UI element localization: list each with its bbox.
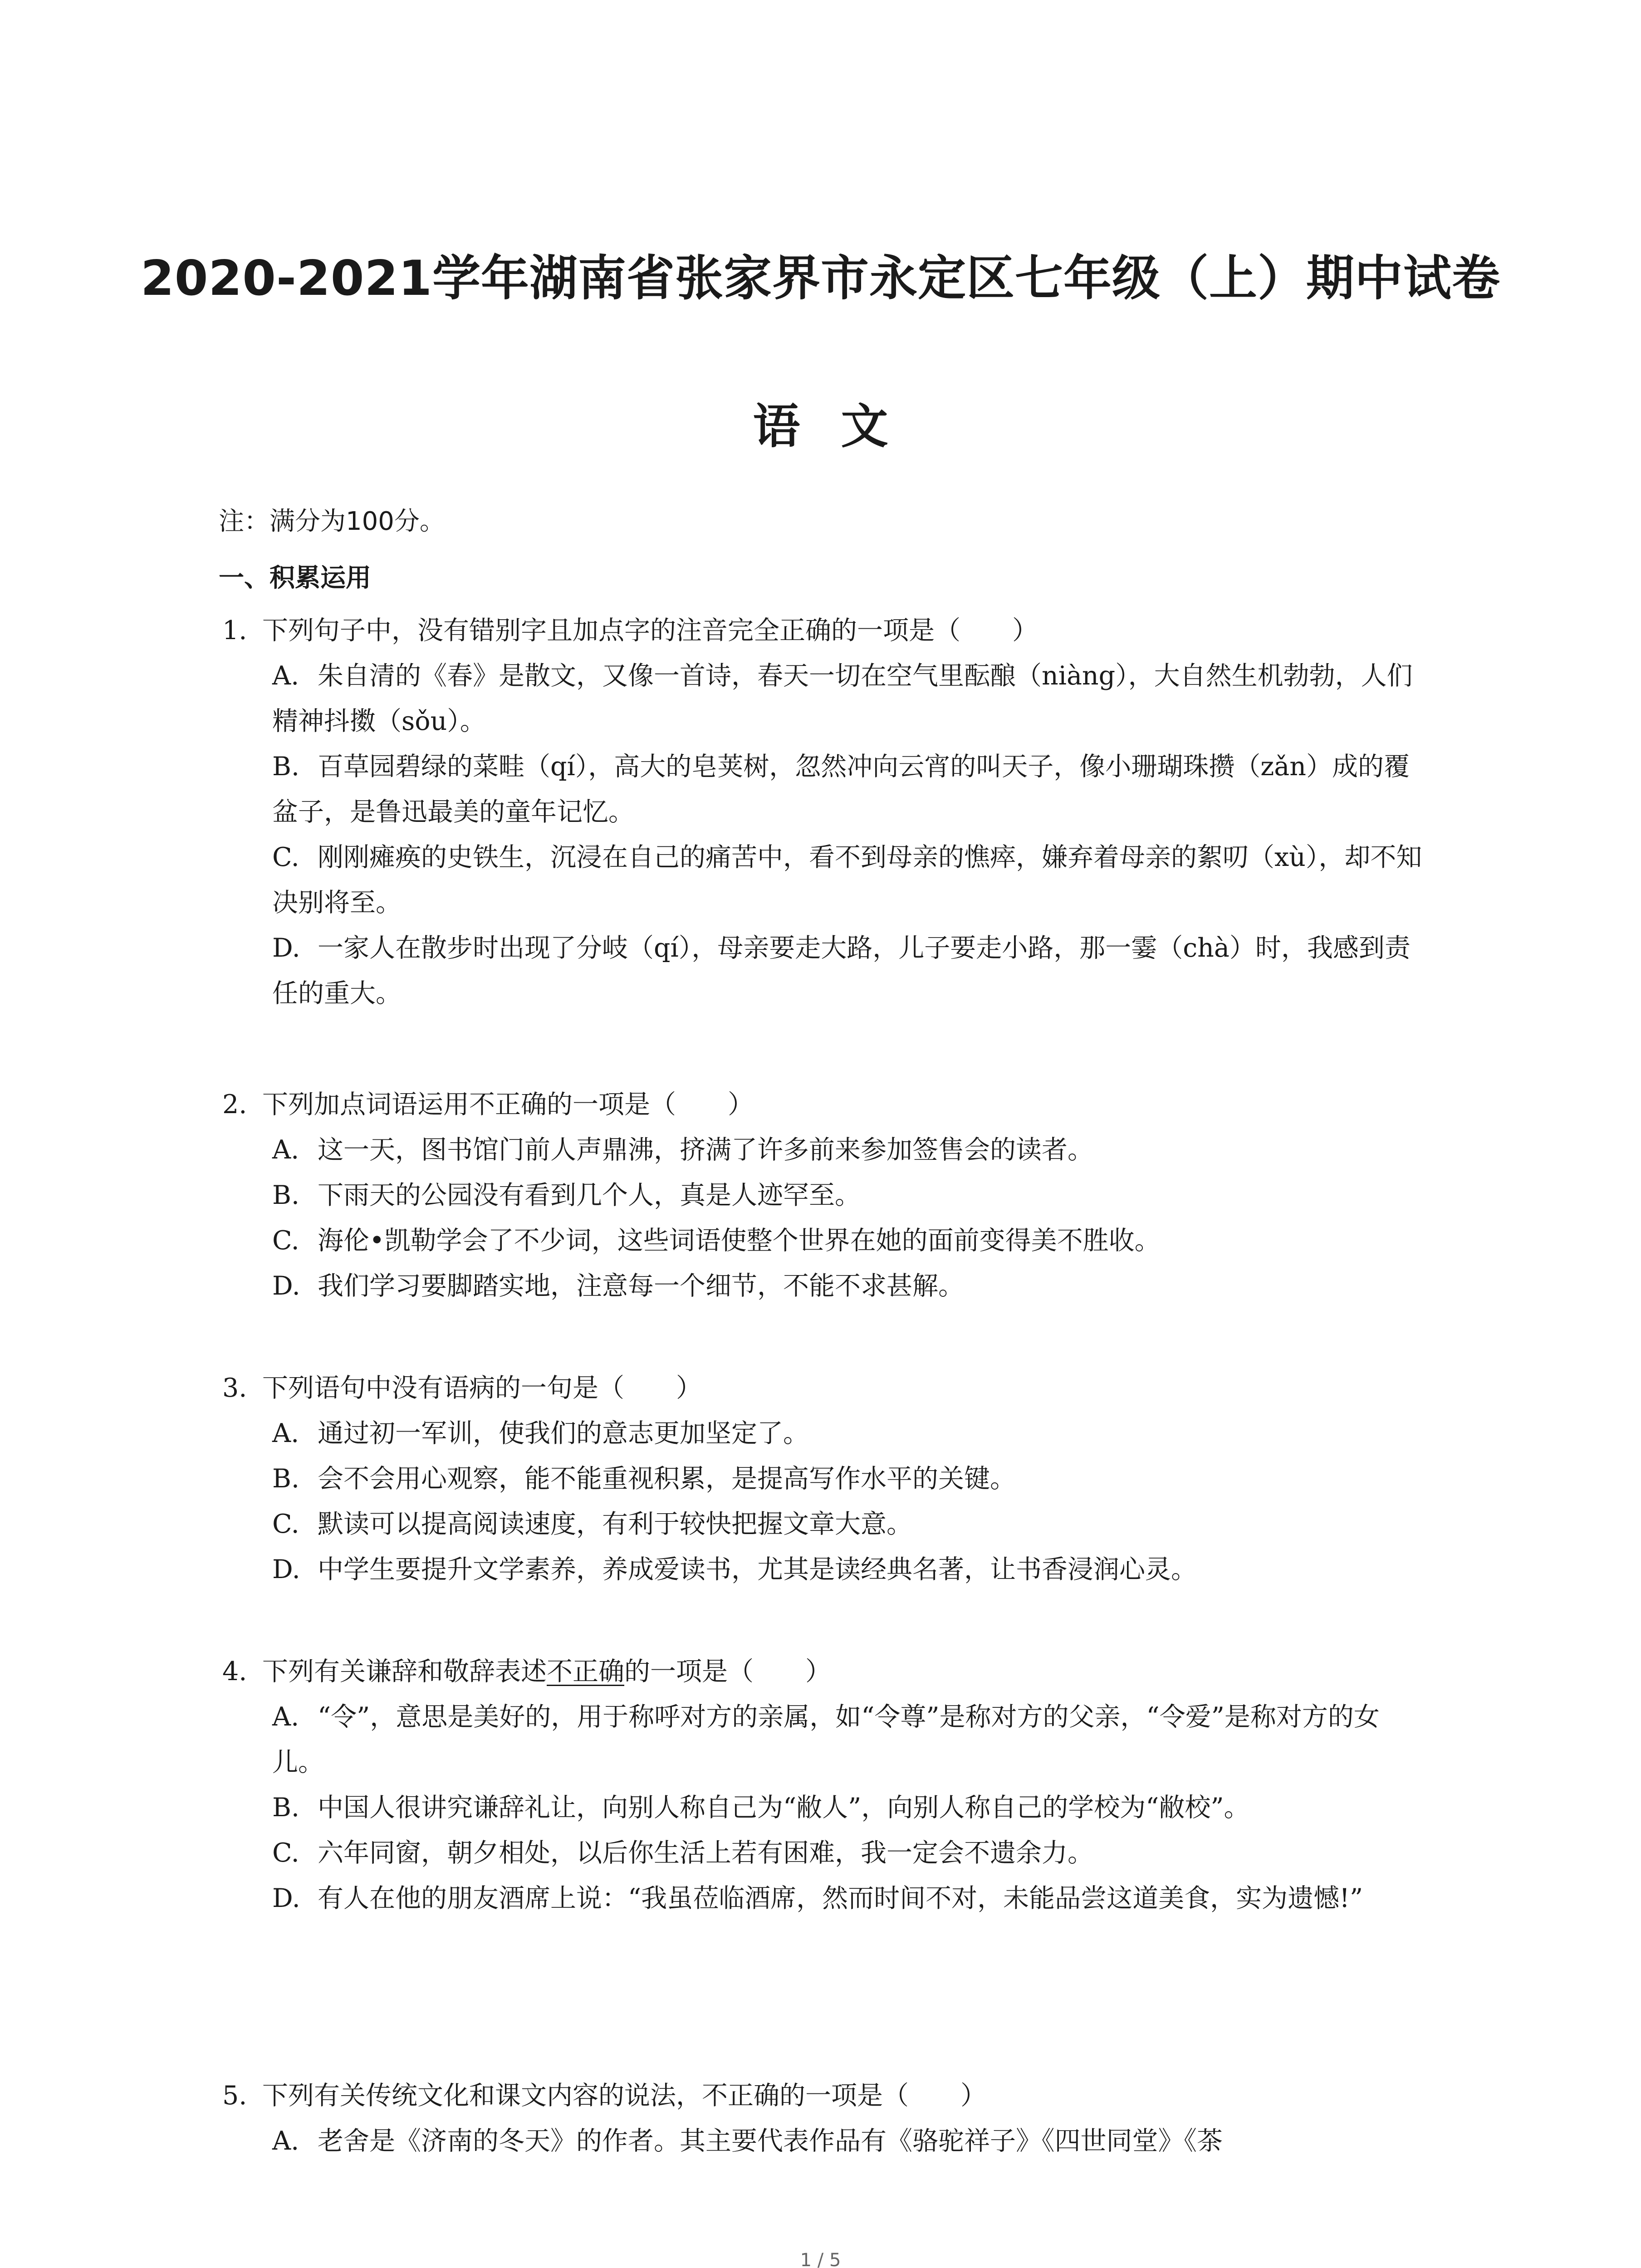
question-number: 3. <box>222 1373 247 1403</box>
option-text: 下雨天的公园没有看到几个人，真是人迹罕至。 <box>318 1180 861 1210</box>
option-b[interactable] <box>272 744 1429 835</box>
question-stem <box>222 1365 1429 1411</box>
question-stem <box>222 1082 1429 1127</box>
option-letter: C. <box>272 842 299 872</box>
page-number: 1 / 5 <box>800 2250 841 2268</box>
option-letter: C. <box>272 1838 299 1868</box>
option-c[interactable] <box>272 1501 1429 1547</box>
question-number: 5. <box>222 2081 247 2111</box>
option-letter: D. <box>272 1554 300 1584</box>
option-c[interactable] <box>272 835 1429 925</box>
option-letter: A. <box>272 2126 299 2156</box>
question-1 <box>222 608 1429 1016</box>
option-a[interactable] <box>272 1411 1429 1456</box>
question-4 <box>222 1649 1429 1921</box>
option-a[interactable] <box>272 1127 1429 1173</box>
option-letter: D. <box>272 933 300 963</box>
option-a[interactable] <box>272 2118 1429 2164</box>
option-letter: D. <box>272 1883 300 1913</box>
question-number: 2. <box>222 1090 247 1119</box>
underlined-keyword: 不正确 <box>547 1657 624 1686</box>
option-text: 这一天，图书馆门前人声鼎沸，挤满了许多前来参加签售会的读者。 <box>318 1135 1093 1165</box>
option-b[interactable] <box>272 1456 1429 1501</box>
option-letter: C. <box>272 1509 299 1539</box>
option-text: 默读可以提高阅读速度，有利于较快把握文章大意。 <box>318 1509 912 1539</box>
option-d[interactable] <box>272 1547 1429 1592</box>
option-letter: A. <box>272 1418 299 1448</box>
question-text: 的一项是（ ） <box>624 1657 831 1686</box>
option-letter: B. <box>272 1180 300 1210</box>
option-letter: B. <box>272 752 300 782</box>
question-stem <box>222 608 1429 653</box>
option-letter: A. <box>272 1702 299 1732</box>
option-a[interactable] <box>272 653 1429 744</box>
option-b[interactable] <box>272 1785 1429 1830</box>
option-a[interactable] <box>272 1694 1429 1785</box>
option-d[interactable] <box>272 925 1429 1016</box>
exam-title: 2020-2021学年湖南省张家界市永定区七年级（上）期中试卷 <box>140 250 1501 306</box>
option-c[interactable] <box>272 1830 1429 1876</box>
option-b[interactable] <box>272 1173 1429 1218</box>
option-text: 会不会用心观察，能不能重视积累，是提高写作水平的关键。 <box>318 1464 1016 1494</box>
option-text: 中学生要提升文学素养，养成爱读书，尤其是读经典名著，让书香浸润心灵。 <box>318 1554 1197 1584</box>
option-letter: C. <box>272 1226 299 1256</box>
option-text: 六年同窗，朝夕相处，以后你生活上若有困难，我一定会不遗余力。 <box>318 1838 1093 1868</box>
option-d[interactable] <box>272 1263 1429 1309</box>
option-text: 海伦•凯勒学会了不少词，这些词语使整个世界在她的面前变得美不胜收。 <box>318 1226 1161 1256</box>
option-letter: B. <box>272 1793 300 1823</box>
question-text: 下列加点词语运用不正确的一项是（ ） <box>262 1090 754 1119</box>
question-2 <box>222 1082 1429 1309</box>
question-stem <box>222 1649 1429 1694</box>
question-stem <box>222 2073 1429 2118</box>
option-text: 中国人很讲究谦辞礼让，向别人称自己为“敝人”，向别人称自己的学校为“敝校”。 <box>318 1793 1250 1823</box>
question-number: 4. <box>222 1657 247 1686</box>
option-letter: A. <box>272 1135 299 1165</box>
option-text: 有人在他的朋友酒席上说：“我虽莅临酒席，然而时间不对，未能品尝这道美食，实为遗憾!” <box>318 1883 1363 1913</box>
question-5 <box>222 2073 1429 2164</box>
option-text: “令”，意思是美好的，用于称呼对方的亲属，如“令尊”是称对方的父亲，“令爱”是称对方的女儿。 <box>272 1702 1380 1777</box>
option-d[interactable] <box>272 1876 1429 1921</box>
option-c[interactable] <box>272 1218 1429 1263</box>
question-text: 下列句子中，没有错别字且加点字的注音完全正确的一项是（ ） <box>262 616 1038 645</box>
option-text: 通过初一军训，使我们的意志更加坚定了。 <box>318 1418 809 1448</box>
section-heading: 一、积累运用 <box>219 563 371 593</box>
question-number: 1. <box>222 616 247 645</box>
option-text: 朱自清的《春》是散文，又像一首诗，春天一切在空气里酝酿（niàng），大自然生机勃勃，人们精神抖擞（sǒu）。 <box>272 661 1413 736</box>
score-note: 注：满分为100分。 <box>219 507 445 536</box>
question-3 <box>222 1365 1429 1592</box>
option-text: 百草园碧绿的菜畦（qí），高大的皂荚树，忽然冲向云宵的叫天子，像小珊瑚珠攒（zǎn）成的覆盆子，是鲁迅最美的童年记忆。 <box>272 752 1410 827</box>
option-text: 刚刚瘫痪的史铁生，沉浸在自己的痛苦中，看不到母亲的憔瘁，嫌弃着母亲的絮叨（xù），却不知决别将至。 <box>272 842 1422 918</box>
option-letter: A. <box>272 661 299 691</box>
question-text: 下列有关传统文化和课文内容的说法，不正确的一项是（ ） <box>262 2081 986 2111</box>
option-letter: D. <box>272 1271 300 1301</box>
question-text: 下列有关谦辞和敬辞表述 <box>262 1657 547 1686</box>
question-text: 下列语句中没有语病的一句是（ ） <box>262 1373 702 1403</box>
option-text: 我们学习要脚踏实地，注意每一个细节，不能不求甚解。 <box>318 1271 964 1301</box>
option-text: 一家人在散步时出现了分岐（qí），母亲要走大路，儿子要走小路，那一霎（chà）时，我感到责任的重大。 <box>272 933 1411 1008</box>
option-letter: B. <box>272 1464 300 1494</box>
subject-heading: 语文 <box>753 399 929 454</box>
option-text: 老舍是《济南的冬天》的作者。其主要代表作品有《骆驼祥子》《四世同堂》《茶 <box>318 2126 1223 2156</box>
